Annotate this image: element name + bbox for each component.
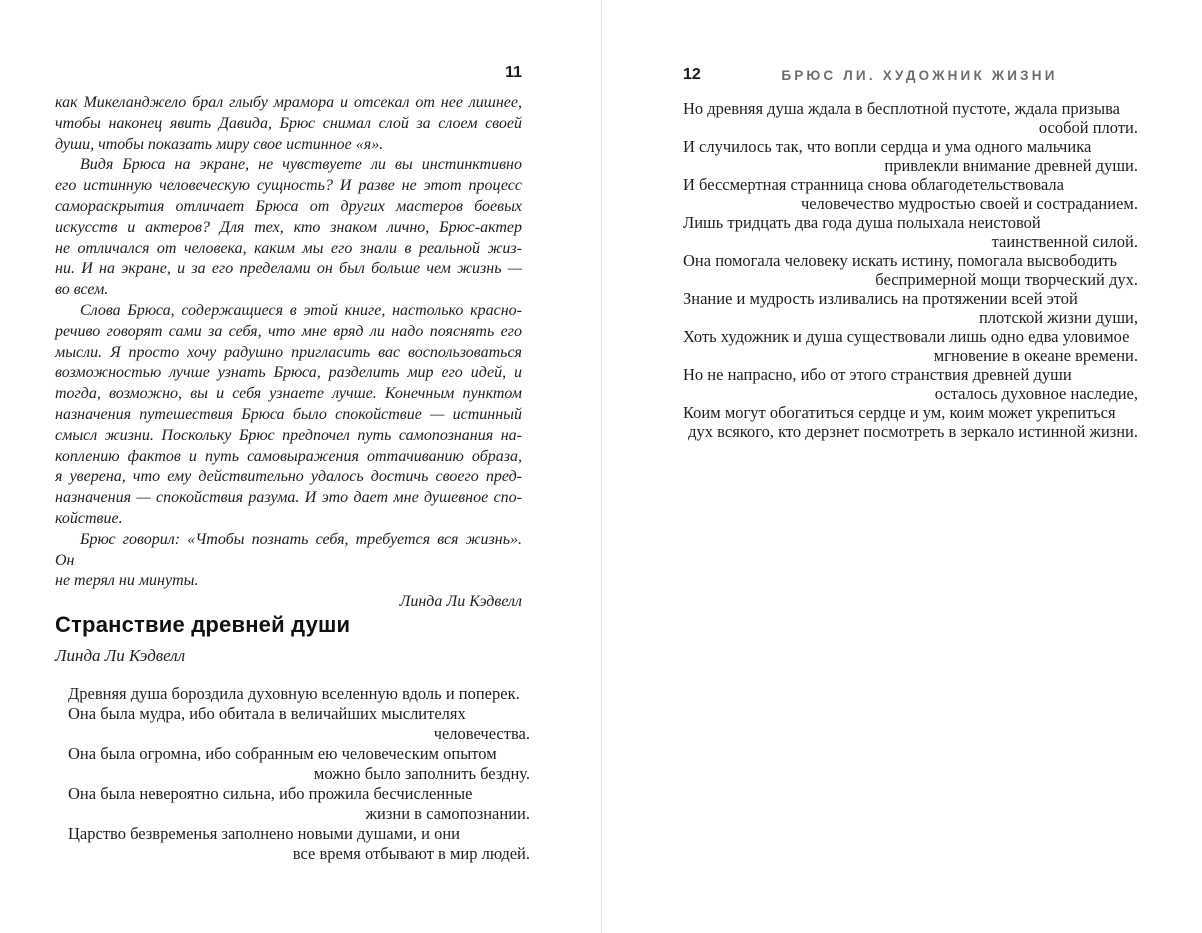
- poem-line-continuation: все время отбывают в мир людей.: [292, 844, 530, 863]
- poem-stanza: [683, 99, 1138, 137]
- poem-stanza: [683, 137, 1138, 175]
- prose-line: во всем.: [55, 281, 109, 299]
- poem-line-continuation: мгновение в океане времени.: [933, 346, 1138, 365]
- poem-line: Царство безвременья заполнено новыми душами, и они: [68, 824, 460, 843]
- poem-stanza: [68, 704, 530, 744]
- section-title: Странствие древней души: [55, 612, 351, 637]
- poem-stanza: [683, 365, 1138, 403]
- section-author: Линда Ли Кэдвелл: [55, 646, 186, 665]
- poem-line: Она была огромна, ибо собранным ею человеческим опытом: [68, 744, 497, 763]
- poem-stanza: [68, 784, 530, 824]
- poem-stanza: [68, 744, 530, 784]
- poem-line-continuation: осталось духовное наследие,: [934, 384, 1138, 403]
- prose-line: не отличался от человека, каким мы его знали в реальной жиз-: [55, 239, 522, 257]
- poem-line: Она была мудра, ибо обитала в величайших мыслителях: [68, 704, 466, 723]
- poem-line: Но древняя душа ждала в бесплотной пустоте, ждала призыва: [683, 99, 1120, 118]
- prose-line: Слова Брюса, содержащиеся в этой книге, настолько красно-: [80, 301, 522, 319]
- poem-line-continuation: особой плоти.: [1038, 118, 1138, 137]
- prose-line: ни. И на экране, и за его пределами он был больше чем жизнь —: [55, 260, 522, 278]
- poem-line: Хоть художник и душа существовали лишь одно едва уловимое: [683, 327, 1130, 346]
- poem-stanza: [68, 824, 530, 864]
- prose-line: самораскрытия отличает Брюса от других мастеров боевых: [55, 197, 522, 215]
- poem-left: [68, 684, 530, 864]
- prose-line: койствие.: [55, 509, 123, 527]
- poem-stanza: [683, 251, 1138, 289]
- prose-line: души, чтобы показать миру свое истинное «я».: [55, 135, 384, 153]
- poem-line: Лишь тридцать два года душа полыхала неистовой: [683, 213, 1041, 232]
- foreword-prose-block: [55, 93, 522, 613]
- poem-line-continuation: беспримерной мощи творческий дух.: [875, 270, 1138, 289]
- poem-line-continuation: жизни в самопознании.: [365, 804, 530, 823]
- prose-line: назначения путешествия Брюса было спокойствие — истинный: [55, 405, 522, 423]
- running-header: [683, 66, 1138, 86]
- poem-line-continuation: плотской жизни души,: [978, 308, 1138, 327]
- poem-stanza: [683, 327, 1138, 365]
- poem-line-continuation: человечества.: [433, 724, 530, 743]
- poem-line-continuation: можно было заполнить бездну.: [313, 764, 530, 783]
- poem-stanza: [683, 213, 1138, 251]
- poem-line: Коим могут обогатиться сердце и ум, коим может укрепиться: [683, 403, 1116, 422]
- poem-line: Древняя душа бороздила духовную вселенную вдоль и поперек.: [68, 684, 520, 703]
- poem-right: [683, 99, 1138, 441]
- poem-line-continuation: человечество мудростью своей и состраданием.: [800, 194, 1138, 213]
- page-divider: [601, 0, 602, 933]
- poem-line-continuation: привлекли внимание древней души.: [884, 156, 1138, 175]
- prose-line: тогда, возможно, вы и себя узнаете лучше. Конечным пунктом: [55, 385, 522, 403]
- poem-stanza: [68, 684, 530, 704]
- prose-line: не терял ни минуты.: [55, 572, 199, 590]
- prose-line: коплению фактов и путь самовыражения оттачиванию образа,: [55, 447, 522, 465]
- poem-stanza: [683, 403, 1138, 441]
- prose-line: возможностью лучше узнать Брюса, разделить мир его идей, и: [55, 364, 522, 382]
- prose-line: смысл жизни. Поскольку Брюс предпочел путь самопознания на-: [55, 426, 522, 444]
- prose-line: речиво говорят сами за себя, что мне вряд ли надо пояснять его: [55, 322, 522, 340]
- poem-line: Знание и мудрость изливались на протяжении всей этой: [683, 289, 1078, 308]
- poem-line-continuation: таинственной силой.: [991, 232, 1138, 251]
- poem-line: И случилось так, что вопли сердца и ума одного мальчика: [683, 137, 1092, 156]
- prose-line: Видя Брюса на экране, не чувствуете ли вы инстинктивно: [80, 156, 522, 174]
- running-header-title: БРЮС ЛИ. ХУДОЖНИК ЖИЗНИ: [781, 68, 1058, 83]
- prose-line: как Микеланджело брал глыбу мрамора и отсекал от нее лишнее,: [55, 94, 522, 111]
- poem-stanza: [683, 175, 1138, 213]
- poem-line: Но не напрасно, ибо от этого странствия древней души: [683, 365, 1072, 384]
- prose-line: искусств и актеров? Для тех, кто знаком лично, Брюс-актер: [55, 218, 522, 236]
- prose-line: назначения — спокойствия разума. И это дает мне душевное спо-: [55, 489, 522, 507]
- prose-line: я уверена, что ему действительно удалось достичь своего пред-: [55, 468, 522, 486]
- poem-line-continuation: дух всякого, кто дерзнет посмотреть в зеркало истинной жизни.: [688, 422, 1138, 441]
- page-number-left: 11: [505, 64, 522, 81]
- page-number-right: 12: [683, 66, 701, 83]
- poem-line: Она была невероятно сильна, ибо прожила бесчисленные: [68, 784, 473, 803]
- signature-line: Линда Ли Кэдвелл: [399, 593, 522, 611]
- prose-line: его истинную человеческую сущность? И разве не этот процесс: [55, 177, 522, 195]
- prose-line: Брюс говорил: «Чтобы познать себя, требуется вся жизнь». Он: [55, 530, 522, 569]
- prose-line: мысли. Я просто хочу радушно пригласить вас воспользоваться: [55, 343, 522, 361]
- poem-stanza: [683, 289, 1138, 327]
- prose-line: чтобы наконец явить Давида, Брюс снимал слой за слоем своей: [55, 114, 522, 132]
- poem-line: Она помогала человеку искать истину, помогала высвободить: [683, 251, 1118, 270]
- poem-line: И бессмертная странница снова облагодетельствовала: [683, 175, 1064, 194]
